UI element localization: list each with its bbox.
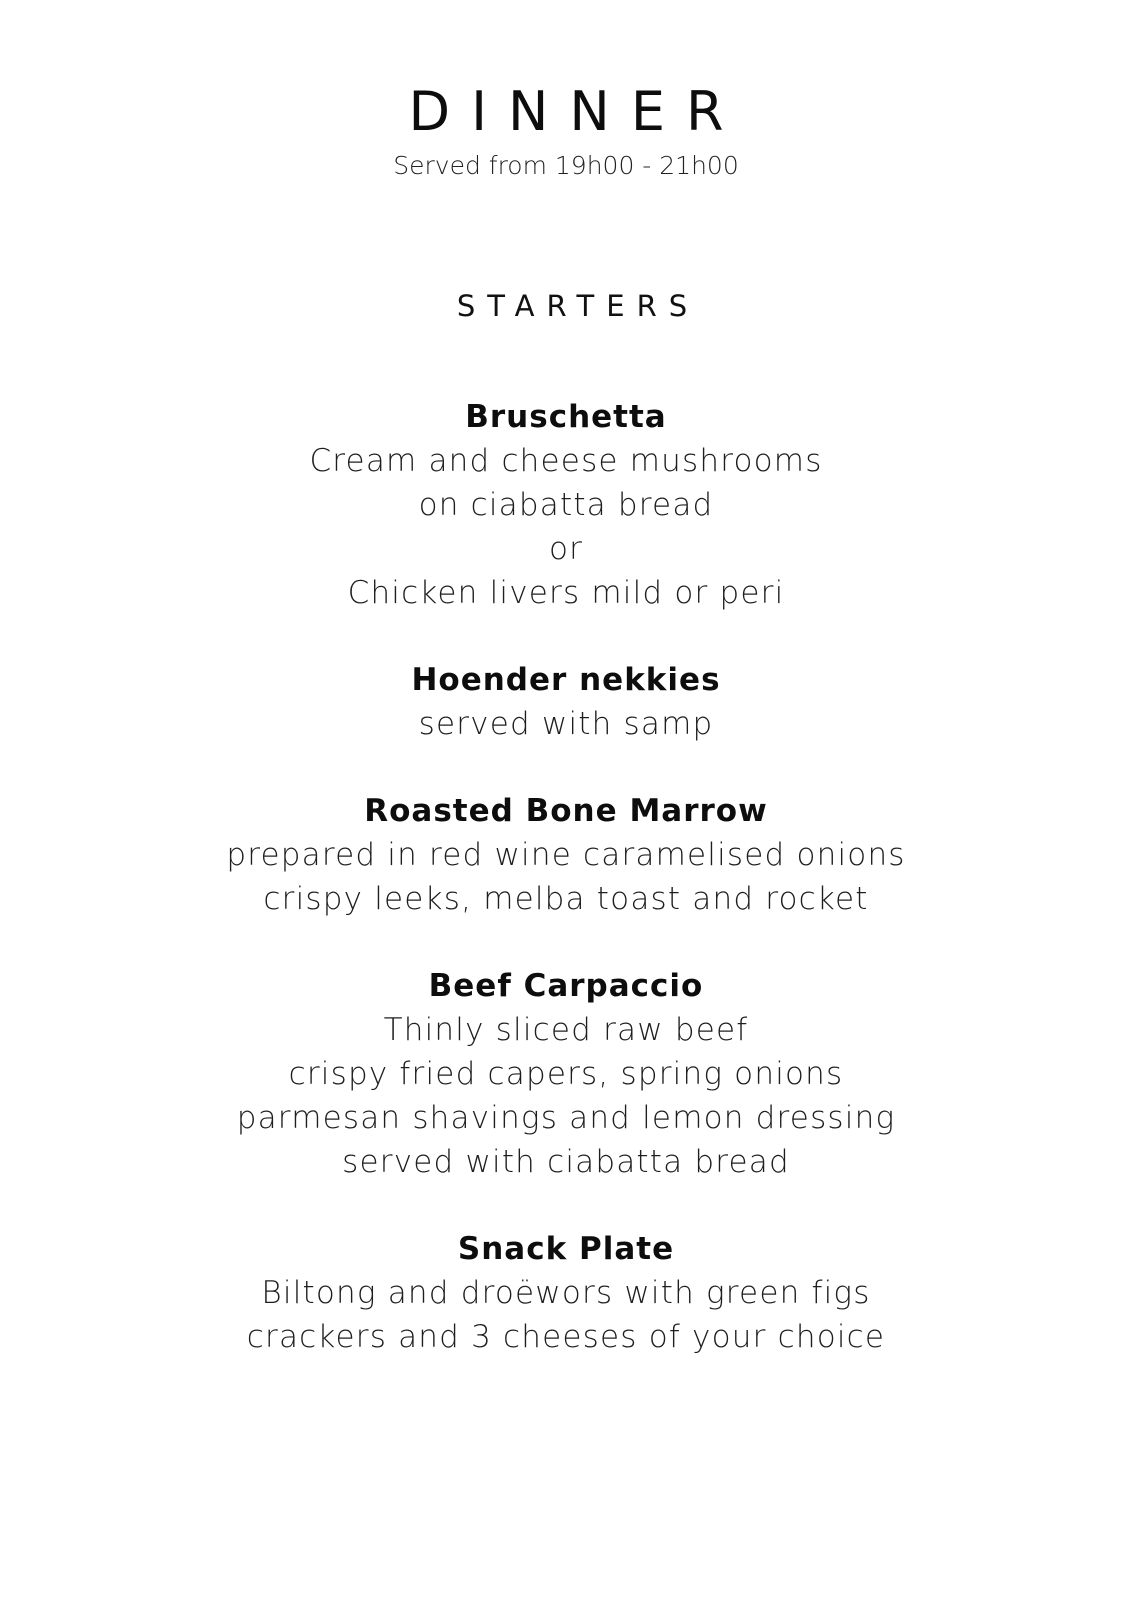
serving-hours: Served from 19h00 - 21h00: [393, 151, 739, 180]
menu-item-description: Biltong and droëwors with green figs: [261, 1275, 871, 1311]
menu-item-description: served with ciabatta bread: [342, 1144, 790, 1180]
menu-item-description: crispy fried capers, spring onions: [288, 1056, 844, 1092]
page-title: DINNER: [408, 80, 745, 143]
menu-item-description: Chicken livers mild or peri: [347, 575, 785, 611]
menu-item-description: Cream and cheese mushrooms: [309, 443, 823, 479]
menu-item-description: prepared in red wine caramelised onions: [226, 837, 906, 873]
menu-item-name: Hoender nekkies: [411, 662, 721, 698]
menu-item-description: on ciabatta bread: [418, 487, 714, 523]
menu-item: [0, 1227, 1132, 1359]
menu-item-description: crackers and 3 cheeses of your choice: [246, 1319, 886, 1355]
menu-item-name: Bruschetta: [465, 399, 667, 435]
menu-item-name: Snack Plate: [457, 1231, 675, 1267]
menu-item-description: or: [548, 531, 584, 567]
menu-item-description: Thinly sliced raw beef: [383, 1012, 749, 1048]
menu-item: [0, 658, 1132, 746]
menu-item-description: crispy leeks, melba toast and rocket: [263, 881, 869, 917]
menu-header: [0, 80, 1132, 184]
menu-item: [0, 964, 1132, 1184]
menu-item-name: Beef Carpaccio: [428, 968, 704, 1004]
menu-item-description: parmesan shavings and lemon dressing: [236, 1100, 896, 1136]
menu-items: [0, 395, 1132, 1402]
menu-item-description: served with samp: [418, 706, 714, 742]
section-title: STARTERS: [456, 289, 700, 323]
menu-item: [0, 789, 1132, 921]
menu-item-name: Roasted Bone Marrow: [364, 793, 768, 829]
menu-item: [0, 395, 1132, 615]
